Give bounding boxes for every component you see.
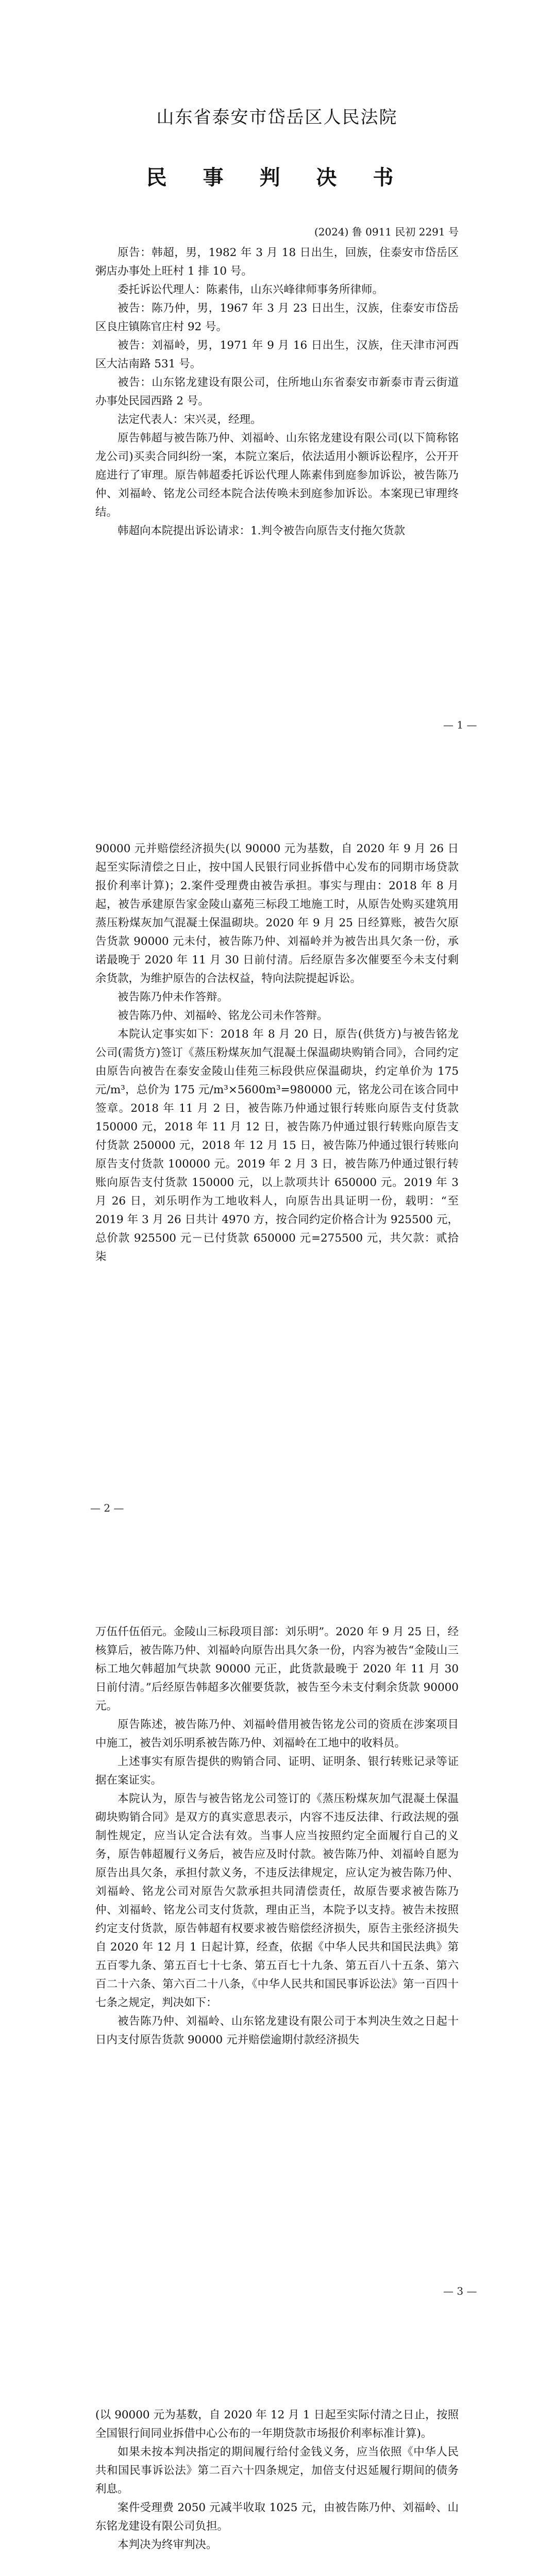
page-3-content bbox=[95, 1623, 459, 2049]
court-name: 山东省泰安市岱岳区人民法院 bbox=[156, 107, 398, 128]
page-4 bbox=[0, 2349, 554, 2576]
plaintiff-info: 原告：韩超，男，1982 年 3 月 18 日出生，回族，住泰安市岱岳区粥店办事处上旺村 1 排 10 号。 bbox=[95, 246, 459, 278]
defense-2: 被告陈乃仲、刘福岭、铭龙公司未作答辩。 bbox=[117, 1009, 328, 1022]
page-2 bbox=[0, 783, 554, 1566]
court-reasoning: 本院认为，原告与被告铭龙公司签订的《蒸压粉煤灰加气混凝土保温砌块购销合同》是双方的真实意思表示，内容不违反法律、行政法规的强制性规定，应当认定合法有效。当事人应当按照约定全面履行自己的义务，原告韩超履行义务后，被告应及时付款。被告陈乃仲、刘福岭自愿为原告出具欠条，承担付款义务，不违反法律规定，应认定为被告陈乃仲、刘福岭、铭龙公司对原告欠款承担共同清偿责任，故原告要求被告陈乃仲、刘福岭、铭龙公司支付货款，理由正当，本院予以支持。被告未按照约定支付货款，原告韩超有权要求被告赔偿经济损失，原告主张经济损失自 2020 年 12 月 1 日起计算，经查，依据《中华人民共和国民法典》第五百零九条、第五百七十七条、第五百七十九条、第五百八十五条、第六百二十六条、第六百二十八条，《中华人民共和国民事诉讼法》第一百四十七条之规定，判决如下： bbox=[95, 1792, 459, 2009]
case-number: (2024) 鲁 0911 民初 2291 号 bbox=[314, 226, 459, 238]
defendant-1-info: 被告：陈乃仲，男，1967 年 3 月 23 日出生，汉族，住泰安市岱岳区良庄镇陈官庄村 92 号。 bbox=[95, 302, 459, 333]
claims-start: 韩超向本院提出诉讼请求：1.判令被告向原告支付拖欠货款 bbox=[117, 524, 406, 537]
page-number: — 1 — bbox=[443, 719, 477, 731]
final-judgment: 本判决为终审判决。 bbox=[117, 2538, 217, 2551]
page-3 bbox=[0, 1566, 554, 2349]
court-fee: 案件受理费 2050 元减半收取 1025 元，由被告陈乃仲、刘福岭、山东铭龙建设有限公司负担。 bbox=[95, 2501, 459, 2533]
page-2-content bbox=[95, 840, 459, 1266]
page-1-body bbox=[95, 244, 459, 540]
claims-continued: 90000 元并赔偿经济损失(以 90000 元为基数，自 2020 年 9 月 26 日起至实际清偿之日止，按中国人民银行同业拆借中心发布的同期市场贷款报价利率计算)；2.案件受理费由被告承担。事实与理由：2018 年 8 月起，被告承建原告家金陵山嘉苑三标段工地施工时，从原告处购买建筑用蒸压粉煤灰加气混凝土保温砌块。2020 年 9 月 25 日经算账，被告欠原告货款 90000 元未付，被告陈乃仲、刘福岭并为被告出具欠条一份，承诺最晚于 2020 年 11 月 30 日前付清。后经原告多次催要至今未支付剩余货款，为维护原告的合法权益，特向法院提起诉讼。 bbox=[95, 842, 459, 985]
defendant-3-info: 被告：山东铭龙建设有限公司，住所地山东省泰安市新泰市青云街道办事处民园西路 2 号。 bbox=[95, 376, 459, 408]
defendant-2-info: 被告：刘福岭，男，1971 年 9 月 16 日出生，汉族，住天津市河西区大沽南路 531 号。 bbox=[95, 339, 459, 370]
defense-1: 被告陈乃仲未作答辩。 bbox=[117, 991, 229, 1004]
judgment-1: 被告陈乃仲、刘福岭、山东铭龙建设有限公司于本判决生效之日起十日内支付原告货款 90000 元并赔偿逾期付款经济损失 bbox=[95, 2015, 459, 2046]
page-1-content bbox=[95, 0, 459, 540]
document-title: 民 事 判 决 书 bbox=[146, 165, 408, 190]
case-intro: 原告韩超与被告陈乃仲、刘福岭、山东铭龙建设有限公司(以下简称铭龙公司)买卖合同纠纷一案，本院立案后，依法适用小额诉讼程序，公开开庭进行了审理。原告韩超委托诉讼代理人陈素伟到庭参加诉讼，被告陈乃仲、刘福岭、铭龙公司经本院合法传唤未到庭参加诉讼。本案现已审理终结。 bbox=[95, 432, 459, 519]
facts-continued: 万伍仟伍佰元。金陵山三标段项目部：刘乐明”。2020 年 9 月 25 日，经核算后，被告陈乃仲、刘福岭向原告出具欠条一份，内容为被告“金陵山三标工地欠韩超加气块款 90000 元正，此货款最晚于 2020 年 11 月 30 日前付清。”后经原告韩超多次催要货款，被告至今未支付剩余货款 90000 元。 bbox=[95, 1625, 459, 1713]
facts-found: 本院认定事实如下：2018 年 8 月 20 日，原告(供货方)与被告铭龙公司(需货方)签订《蒸压粉煤灰加气混凝土保温砌块购销合同》，合同约定由原告向被告在泰安金陵山佳苑三标段供应保温砌块，约定单价为 175 元/m³，总价为 175 元/m³×5600m³=980000 元，铭龙公司在该合同中签章。2018 年 11 月 2 日，被告陈乃仲通过银行转账向原告支付货款 150000 元，2018 年 11 月 12 日，被告陈乃仲通过银行转账向原告支付货款 250000 元，2018 年 12 月 15 日，被告陈乃仲通过银行转账向原告支付货款 100000 元。2019 年 2 月 3 日，被告陈乃仲通过银行转账向原告支付货款 150000 元，以上款项共计 650000 元。2019 年 3 月 26 日，刘乐明作为工地收料人，向原告出具证明一份，载明：“至 2019 年 3 月 26 日共计 4970 方，按合同约定价格合计为 925500 元，总价款 925500 元－已付货款 650000 元=275500 元，共欠款：贰拾柒 bbox=[95, 1028, 459, 1263]
page-1 bbox=[0, 0, 554, 783]
page-4-content bbox=[95, 2406, 459, 2554]
plaintiff-statement: 原告陈述，被告陈乃仲、刘福岭借用被告铭龙公司的资质在涉案项目中施工，被告刘乐明系被告陈乃仲、刘福岭在工地中的收料员。 bbox=[95, 1718, 459, 1750]
judgment-continued: (以 90000 元为基数，自 2020 年 12 月 1 日起至实际付清之日止，按照全国银行间同业拆借中心公布的一年期贷款市场报价利率标准计算)。 bbox=[95, 2409, 459, 2440]
evidence-summary: 上述事实有原告提供的购销合同、证明、证明条、银行转账记录等证据在案证实。 bbox=[95, 1755, 459, 1787]
agent-info: 委托诉讼代理人：陈素伟，山东兴峰律师事务所律师。 bbox=[117, 283, 384, 296]
page-number: — 2 — bbox=[90, 1502, 124, 1514]
late-payment-notice: 如果未按本判决指定的期间履行给付金钱义务，应当依照《中华人民共和国民事诉讼法》第二百六十四条规定，加倍支付迟延履行期间的债务利息。 bbox=[95, 2446, 459, 2496]
legal-representative: 法定代表人：宋兴灵，经理。 bbox=[117, 413, 262, 426]
page-number: — 3 — bbox=[443, 2285, 477, 2297]
